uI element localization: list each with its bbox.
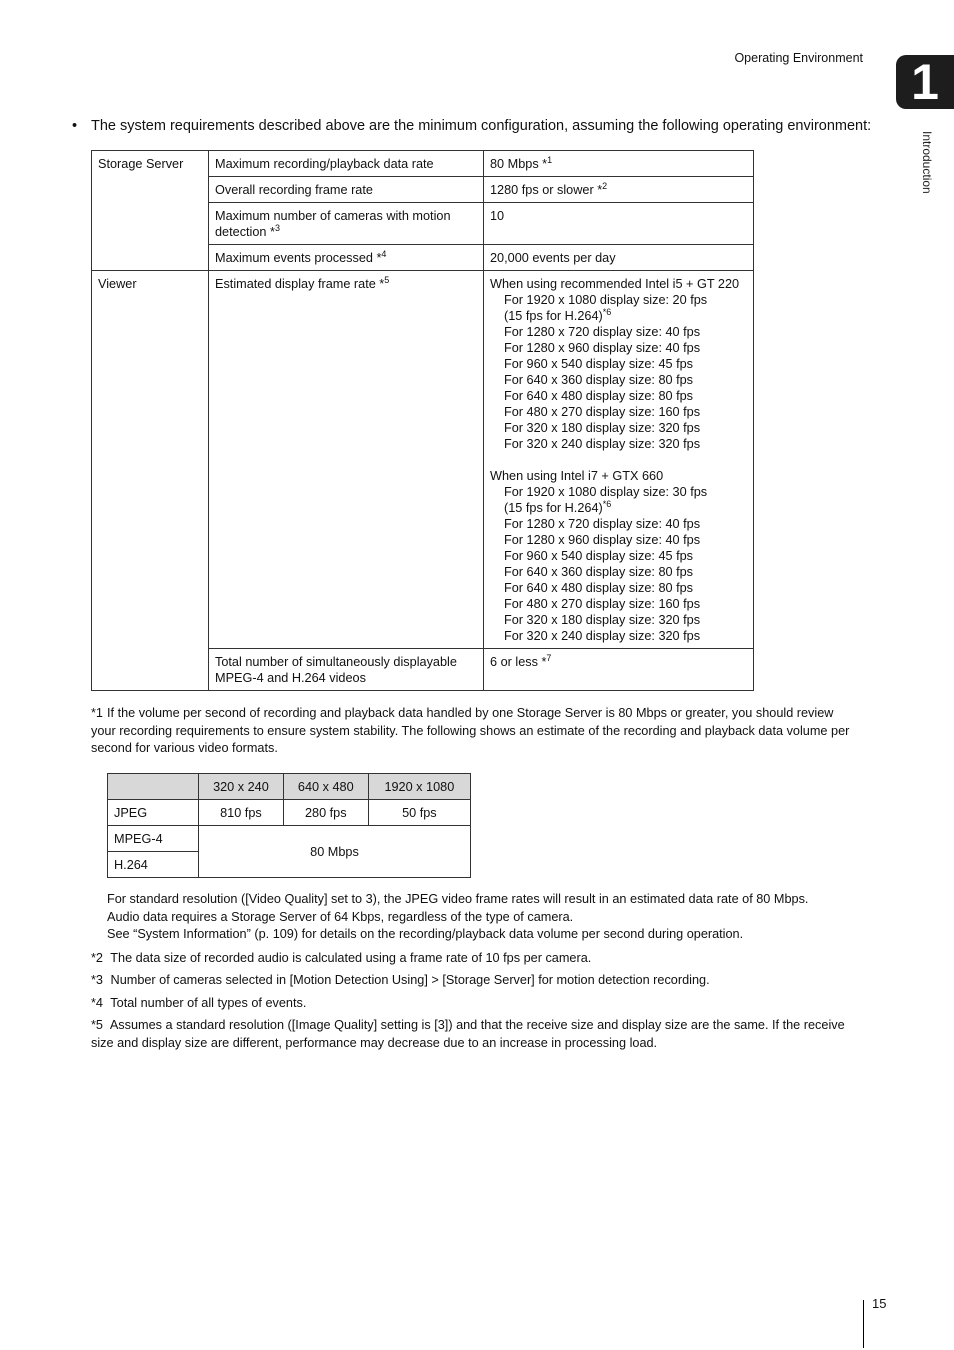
list-item: For 640 x 360 display size: 80 fps <box>504 373 694 387</box>
shared-value-cell: 80 Mbps <box>199 826 471 878</box>
group-title: When using recommended Intel i5 + GT 220 <box>490 277 740 291</box>
data-rate-table <box>107 773 471 878</box>
note-line: See “System Information” (p. 109) for details on the recording/playback data volume per second during operation. <box>107 927 744 941</box>
list-item: For 960 x 540 display size: 45 fps <box>504 549 694 563</box>
list-item: For 1920 x 1080 display size: 30 fps <box>504 485 708 499</box>
header-cell: 1920 x 1080 <box>368 774 470 800</box>
table-row <box>108 800 471 826</box>
table-cell: Maximum recording/playback data rate <box>209 151 484 177</box>
requirements-table <box>91 150 754 691</box>
side-label: Introduction <box>920 131 934 194</box>
chapter-tab: 1 <box>896 55 954 109</box>
list-item: For 960 x 540 display size: 45 fps <box>504 357 694 371</box>
category-viewer: Viewer <box>92 271 209 691</box>
running-header: Operating Environment <box>734 51 863 65</box>
table-row <box>92 271 754 649</box>
table-cell: 6 or less *$^7$ <box>484 649 754 691</box>
intro-text: The system requirements described above are the minimum configuration, assuming the following operating environment: <box>91 118 872 134</box>
list-item: For 1280 x 720 display size: 40 fps <box>504 517 701 531</box>
list-item: For 640 x 480 display size: 80 fps <box>504 389 694 403</box>
intro-paragraph <box>72 118 871 134</box>
row-label: MPEG-4 <box>108 826 199 852</box>
list-item: For 1280 x 960 display size: 40 fps <box>504 533 701 547</box>
header-cell: 640 x 480 <box>283 774 368 800</box>
frame-rate-cell <box>484 271 754 649</box>
page-number-rule <box>863 1300 864 1348</box>
bullet: • <box>72 118 78 134</box>
header-cell: 320 x 240 <box>199 774 284 800</box>
group-title: When using Intel i7 + GTX 660 <box>490 469 664 483</box>
list-item: For 320 x 180 display size: 320 fps <box>504 613 701 627</box>
table-header-row <box>108 774 471 800</box>
list-item: For 480 x 270 display size: 160 fps <box>504 405 701 419</box>
footnote-3: *3 Number of cameras selected in [Motion Detection Using] > [Storage Server] for motion detection recording. <box>91 973 710 987</box>
list-item: (15 fps for H.264)$^{*6}$ <box>504 498 612 515</box>
list-item: For 480 x 270 display size: 160 fps <box>504 597 701 611</box>
table-cell: Maximum number of cameras with motion detection *$^3$ <box>209 203 484 245</box>
row-label: H.264 <box>108 852 199 878</box>
table-cell: 50 fps <box>368 800 470 826</box>
table-cell: 80 Mbps *$^1$ <box>484 151 754 177</box>
list-item: (15 fps for H.264)$^{*6}$ <box>504 306 612 323</box>
group-lines <box>490 324 747 452</box>
list-item: For 1280 x 960 display size: 40 fps <box>504 341 701 355</box>
header-cell <box>108 774 199 800</box>
table-cell: Total number of simultaneously displayable MPEG-4 and H.264 videos <box>209 649 484 691</box>
table-row <box>108 826 471 852</box>
table-cell: Maximum events processed *$^4$ <box>209 245 484 271</box>
table-cell: 10 <box>484 203 754 245</box>
note-line: For standard resolution ([Video Quality] set to 3), the JPEG video frame rates will result in an estimated data rate of 80 Mbps. <box>107 892 809 906</box>
list-item: For 320 x 180 display size: 320 fps <box>504 421 701 435</box>
table-row <box>92 151 754 177</box>
list-item: For 1280 x 720 display size: 40 fps <box>504 325 701 339</box>
category-storage-server: Storage Server <box>92 151 209 271</box>
footnote-4: *4 Total number of all types of events. <box>91 996 307 1010</box>
group-lines <box>490 516 747 644</box>
row-label: JPEG <box>108 800 199 826</box>
table-cell: Estimated display frame rate *$^5$ <box>209 271 484 649</box>
footnote-2: *2 The data size of recorded audio is calculated using a frame rate of 10 fps per camera. <box>91 951 592 965</box>
table-cell: 20,000 events per day <box>484 245 754 271</box>
footnote-1: *1 If the volume per second of recording and playback data handled by one Storage Server is 80 Mbps or greater, you should review your recording requirements to ensure system stability. The following shows an estimate of the recording and playback data volume per second for various video formats. <box>91 706 850 755</box>
list-item: For 1920 x 1080 display size: 20 fps <box>504 293 708 307</box>
table-cell: 1280 fps or slower *$^2$ <box>484 177 754 203</box>
table-cell: 810 fps <box>199 800 284 826</box>
list-item: For 640 x 360 display size: 80 fps <box>504 565 694 579</box>
notes-block <box>107 891 808 944</box>
list-item: For 640 x 480 display size: 80 fps <box>504 581 694 595</box>
note-line: Audio data requires a Storage Server of 64 Kbps, regardless of the type of camera. <box>107 909 574 924</box>
page-number: 15 <box>872 1296 887 1311</box>
footnote-5: *5 Assumes a standard resolution ([Image Quality] setting is [3]) and that the receive size and display size are the same. If the receive size and display size are different, performance may decrease due to an increase in processing load. <box>91 1018 845 1050</box>
table-cell: 280 fps <box>283 800 368 826</box>
list-item: For 320 x 240 display size: 320 fps <box>504 629 701 643</box>
list-item: For 320 x 240 display size: 320 fps <box>504 437 701 451</box>
table-cell: Overall recording frame rate <box>209 177 484 203</box>
